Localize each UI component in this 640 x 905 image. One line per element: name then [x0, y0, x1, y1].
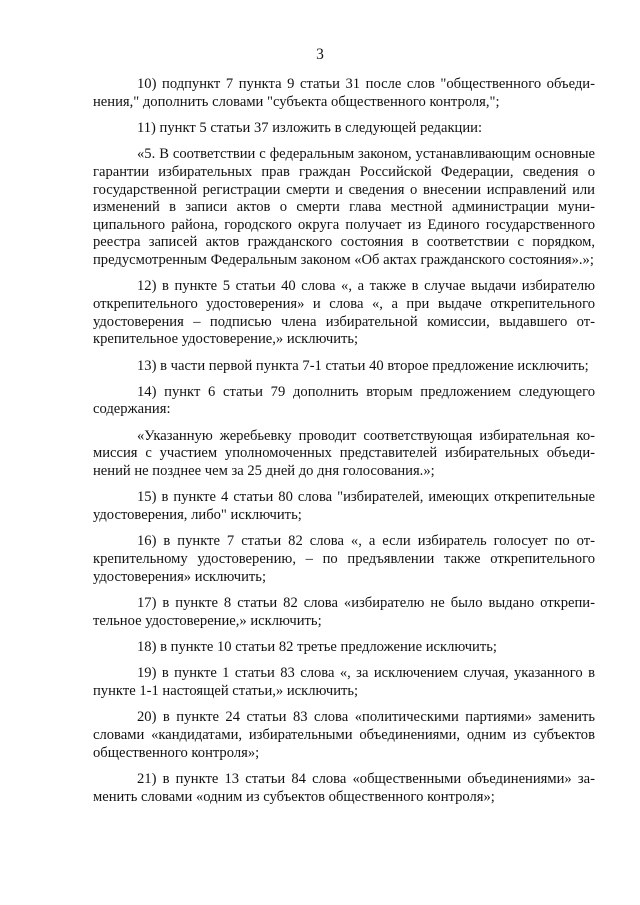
paragraph-12: 12) в пункте 5 статьи 40 слова «, а также в случае выдачи избирателю открепительного удостоверения» и слова «, а при выдаче открепительного удостоверения – подписью члена избирательной комиссии, выдавшего открепительное удостоверение,» исключить; — [93, 278, 595, 348]
document-body — [93, 76, 595, 815]
paragraph-15: 15) в пункте 4 статьи 80 слова "избирателей, имеющих открепительные удостоверения, либо" исключить; — [93, 489, 595, 524]
paragraph-17: 17) в пункте 8 статьи 82 слова «избирателю не было выдано открепительное удостоверение,» исключить; — [93, 595, 595, 629]
paragraph-16: 16) в пункте 7 статьи 82 слова «, а если избиратель голосует по открепительному удостоверению, – по предъявлении также открепительного удостоверения» исключить; — [93, 533, 595, 585]
paragraph-21: 21) в пункте 13 статьи 84 слова «общественными объединениями» заменить словами «одним из субъектов общественного контроля»; — [93, 770, 595, 805]
paragraph-19: 19) в пункте 1 статьи 83 слова «, за исключением случая, указанного в пункте 1-1 настоящей статьи,» исключить; — [93, 665, 595, 699]
paragraph-14-quote: «Указанную жеребьевку проводит соответствующая избирательная комиссия с участием уполномоченных представителей избирательных объединений не позднее чем за 25 дней до дня голосования.»; — [93, 427, 595, 480]
page-number: 3 — [316, 46, 324, 63]
paragraph-20: 20) в пункте 24 статьи 83 слова «политическими партиями» заменить словами «кандидатами, избирательными объединениями, одним из субъектов общественного контроля»; — [93, 709, 595, 761]
paragraph-18: 18) в пункте 10 статьи 82 третье предложение исключить; — [137, 639, 497, 655]
paragraph-13: 13) в части первой пункта 7-1 статьи 40 второе предложение исключить; — [137, 357, 589, 374]
paragraph-11: 11) пункт 5 статьи 37 изложить в следующей редакции: — [137, 119, 483, 136]
paragraph-11-quote: «5. В соответствии с федеральным законом, устанавливающим основные гарантии избирательных прав граждан Российской Федерации, сведения о государственной регистрации смерти и сведения о внесении исправлений или изменений в записи актов о смерти глава местной администрации муниципального района, городского округа получает из Единого государственного реестра записей актов гражданского состояния в соответствии с порядком, предусмотренным Федеральным законом «Об актах гражданского состояния».»; — [93, 146, 595, 268]
paragraph-10: 10) подпункт 7 пункта 9 статьи 31 после слов "общественного объединения," дополнить словами "субъекта общественного контроля,"; — [93, 76, 595, 110]
paragraph-14: 14) пункт 6 статьи 79 дополнить вторым предложением следующего содержания: — [93, 383, 595, 418]
